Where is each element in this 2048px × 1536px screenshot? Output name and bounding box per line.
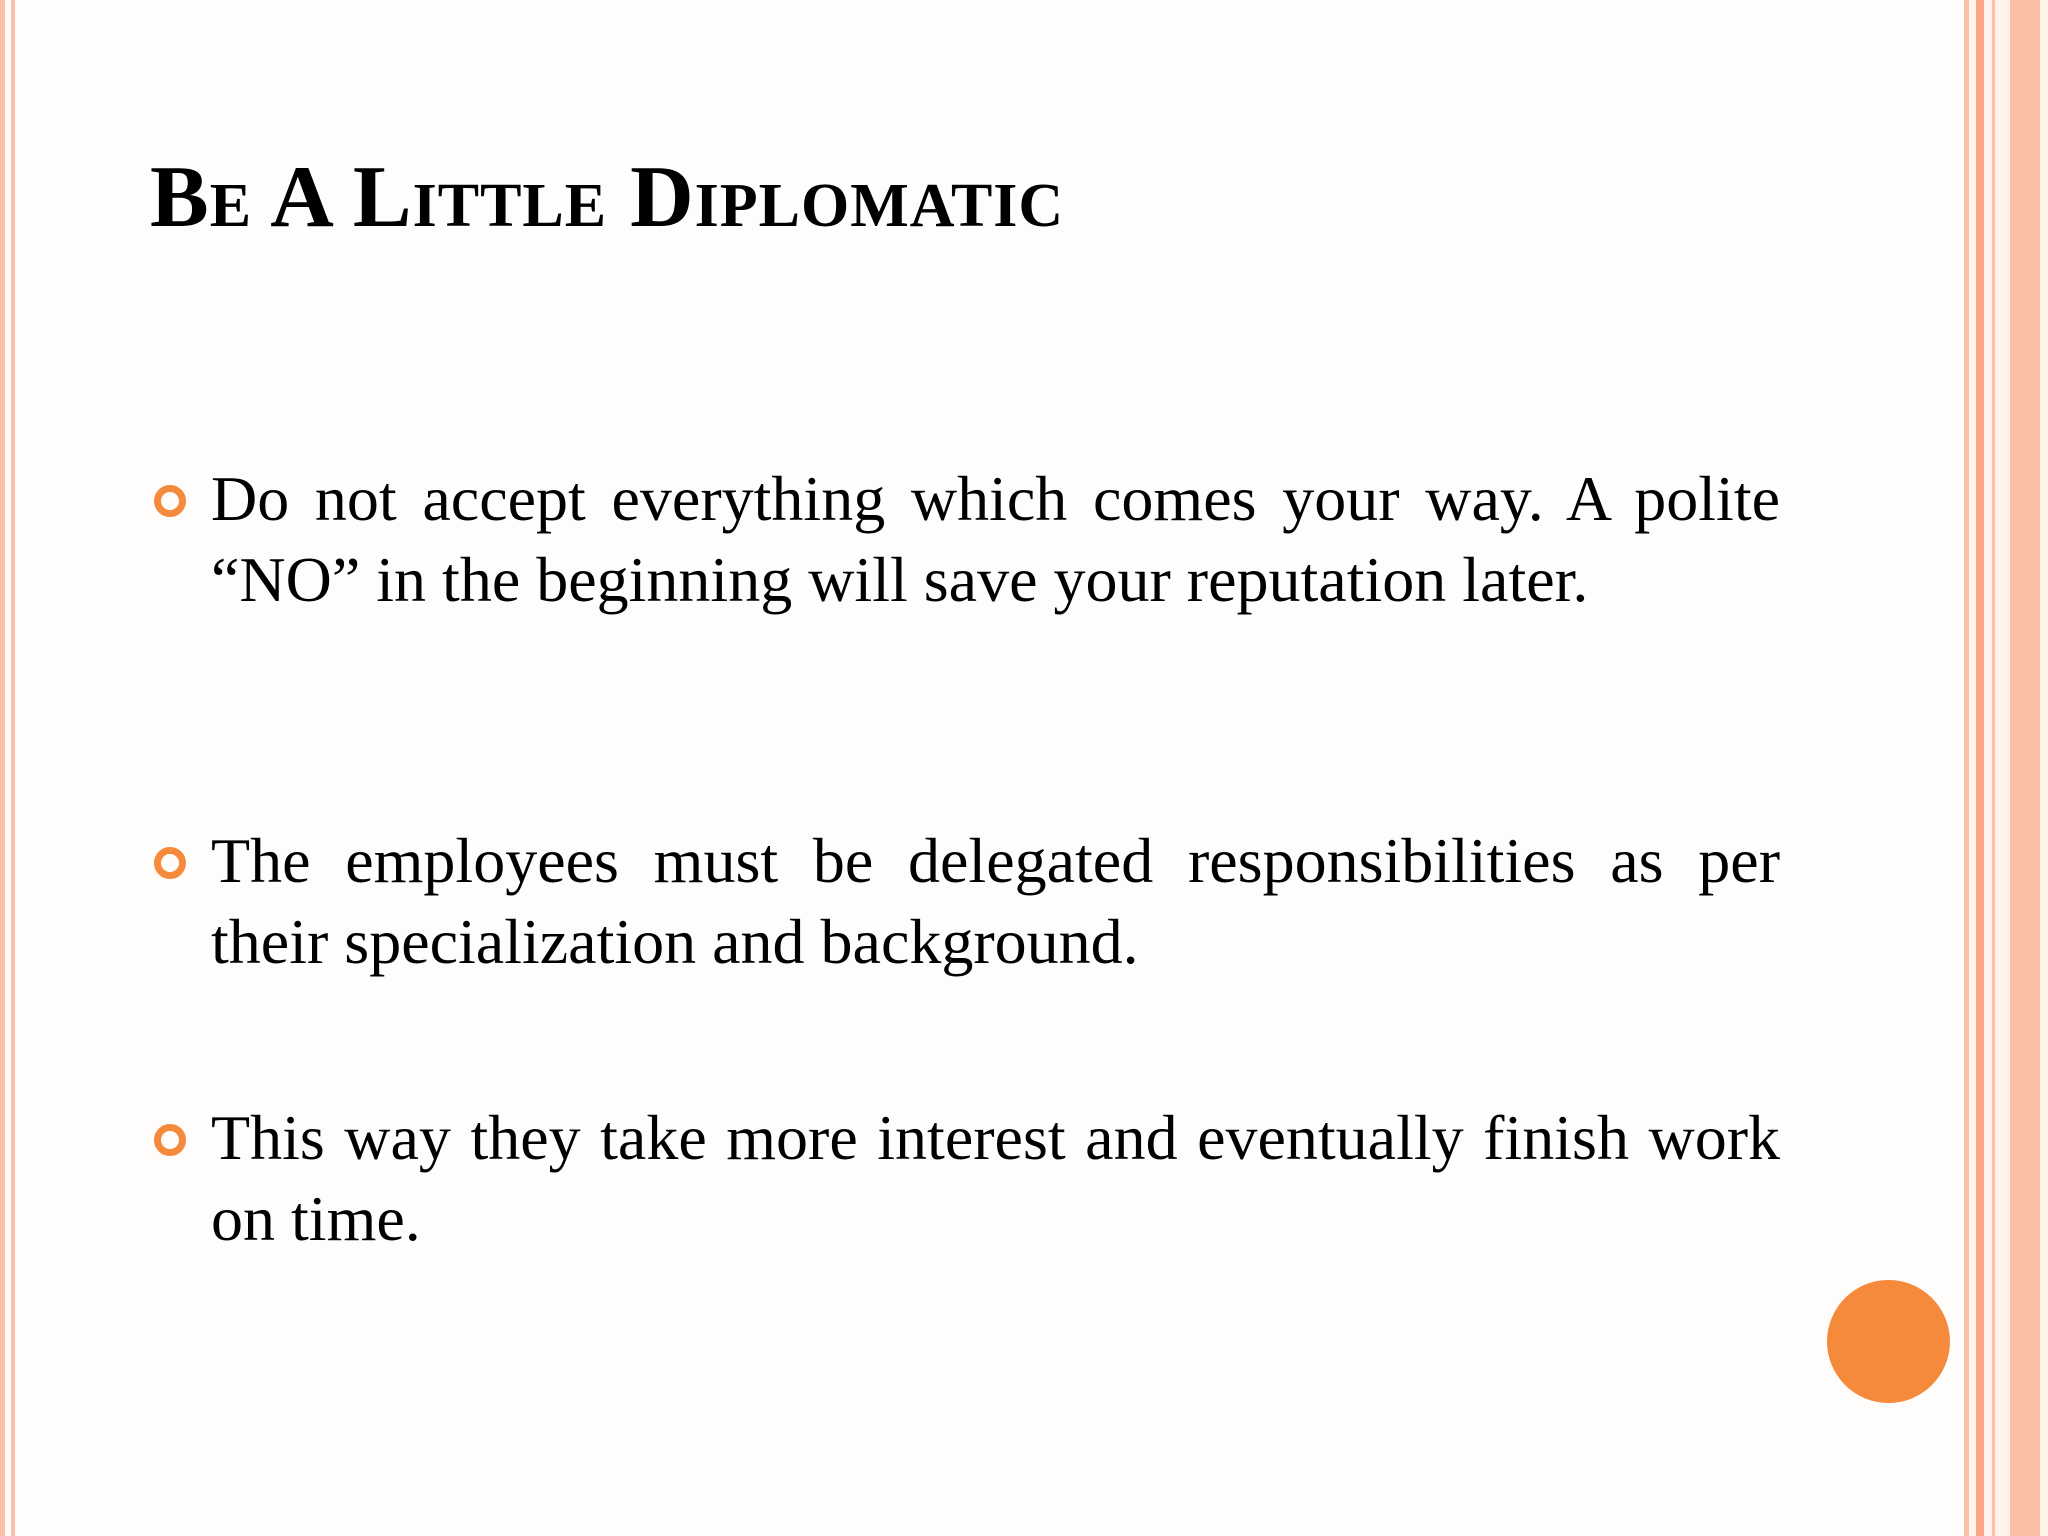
- slide-title: Be A Little Diplomatic: [150, 149, 1065, 246]
- bullet-text: The employees must be delegated responsibilities as per their specialization and background.: [211, 825, 1780, 977]
- bullet-text: Do not accept everything which comes your way. A polite “NO” in the beginning will save your reputation later.: [211, 463, 1780, 615]
- ring-bullet-icon: [154, 485, 186, 517]
- bullet-text: This way they take more interest and eventually finish work on time.: [211, 1102, 1780, 1254]
- left-decorative-stripe-inner: [11, 0, 15, 1536]
- right-decorative-stripe-1: [1964, 0, 1969, 1536]
- right-decorative-stripe-4: [2010, 0, 2040, 1536]
- ring-bullet-icon: [154, 847, 186, 879]
- bullet-item: [150, 1097, 1780, 1259]
- right-decorative-stripe-3: [1992, 0, 1995, 1536]
- right-decorative-stripe-2: [1976, 0, 1984, 1536]
- bullet-list: [150, 0, 1780, 1536]
- orange-circle-decoration: [1827, 1280, 1950, 1403]
- left-decorative-stripe: [0, 0, 5, 1536]
- bullet-item: [150, 820, 1780, 982]
- bullet-item: [150, 458, 1780, 620]
- ring-bullet-icon: [154, 1124, 186, 1156]
